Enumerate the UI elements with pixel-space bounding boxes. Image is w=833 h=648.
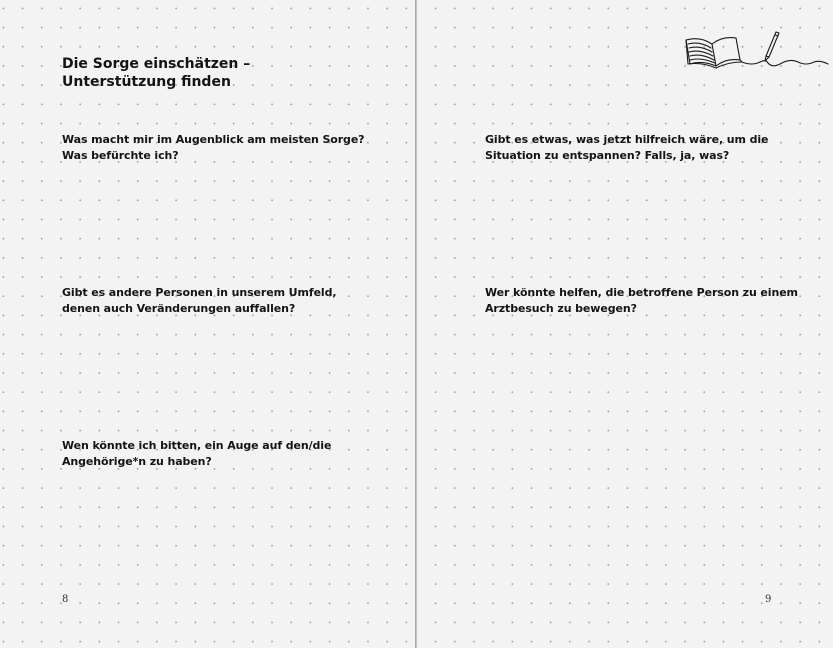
book-gutter [415, 0, 417, 648]
question-worry [62, 132, 364, 164]
page-number-left: 8 [62, 594, 69, 605]
question-line: Gibt es etwas, was jetzt hilfreich wäre, um die [485, 133, 769, 146]
question-line: Situation zu entspannen? Falls, ja, was? [485, 149, 730, 162]
question-line: Was macht mir im Augenblick am meisten Sorge? [62, 133, 365, 146]
question-line: Was befürchte ich? [62, 149, 179, 162]
question-helpful [485, 132, 768, 164]
question-other-persons [62, 285, 336, 317]
page-title [62, 55, 322, 91]
question-line: Arztbesuch zu bewegen? [485, 302, 637, 315]
left-page [0, 0, 416, 648]
page-number-right: 9 [765, 594, 772, 605]
question-line: denen auch Veränderungen auffallen? [62, 302, 296, 315]
question-line: Wer könnte helfen, die betroffene Person zu einem [485, 286, 798, 299]
book-and-pen-icon [680, 26, 830, 76]
question-keep-an-eye [62, 438, 331, 470]
title-line-2: Unterstützung finden [62, 74, 231, 90]
question-line: Angehörige*n zu haben? [62, 455, 212, 468]
right-page [417, 0, 833, 648]
question-doctor-visit [485, 285, 798, 317]
question-line: Wen könnte ich bitten, ein Auge auf den/die [62, 439, 332, 452]
title-line-1: Die Sorge einschätzen – [62, 56, 251, 72]
question-line: Gibt es andere Personen in unserem Umfeld, [62, 286, 337, 299]
